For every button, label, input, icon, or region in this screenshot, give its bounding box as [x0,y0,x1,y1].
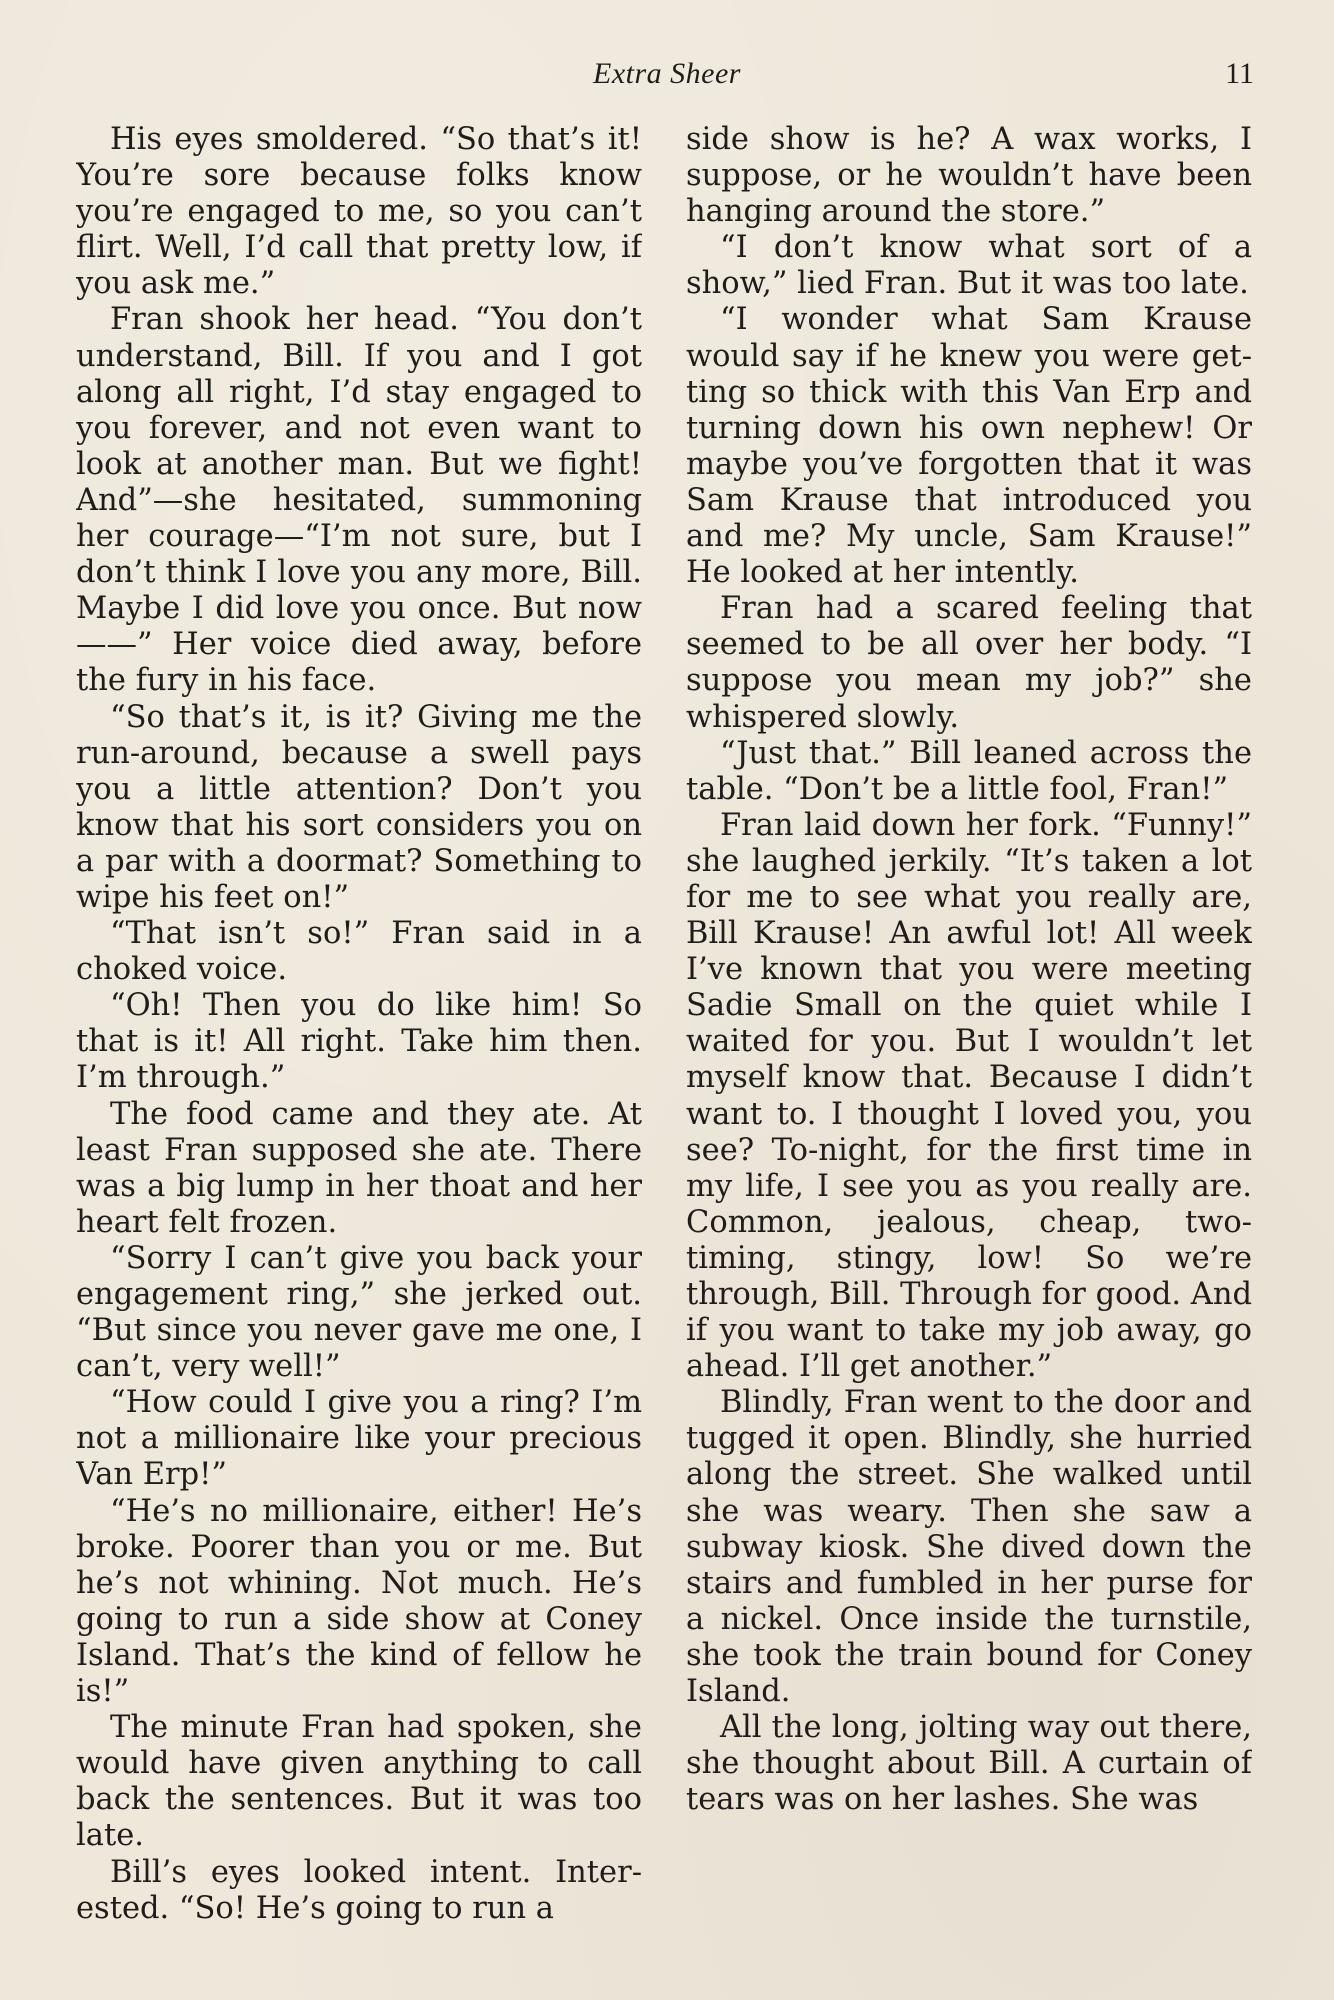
running-title: Extra Sheer [593,57,741,90]
page-number: 11 [1225,57,1254,90]
paragraph: “Oh! Then you do like him! So that is it! All right. Take him then. I’m through.” [76,988,642,1096]
paragraph: “I wonder what Sam Krause would say if he knew you were getting so thick with this Van Erp and turning down his own nephew! Or maybe you’ve forgotten that it was Sam Krause that introduced you and me? My uncle, Sam Krause!” He looked at her intently. [686,302,1252,591]
paragraph: Bill’s eyes looked intent. Interested. “So! He’s going to run a [76,1854,642,1926]
paragraph: Blindly, Fran went to the door and tugged it open. Blindly, she hurried along the street. She walked until she was weary. Then she saw a subway kiosk. She dived down the stairs and fumbled in her purse for a nickel. Once inside the turnstile, she took the train bound for Coney Island. [686,1385,1252,1710]
text-column-right [686,122,1252,1952]
paragraph: Fran laid down her fork. “Funny!” she laughed jerkily. “It’s taken a lot for me to see what you really are, Bill Krause! An awful lot! All week I’ve known that you were meeting Sadie Small on the quiet while I waited for you. But I wouldn’t let myself know that. Because I didn’t want to. I thought I loved you, you see? To-night, for the first time in my life, I see you as you really are. Common, jealous, cheap, two-timing, stingy, low! So we’re through, Bill. Through for good. And if you want to take my job away, go ahead. I’ll get another.” [686,807,1252,1385]
paragraph: The minute Fran had spoken, she would have given anything to call back the sentences. But it was too late. [76,1710,642,1854]
paragraph-continued: side show is he? A wax works, I suppose, or he wouldn’t have been hanging around the store.” [686,122,1252,230]
paragraph: All the long, jolting way out there, she thought about Bill. A curtain of tears was on her lashes. She was [686,1710,1252,1818]
paragraph: “That isn’t so!” Fran said in a choked voice. [76,916,642,988]
paragraph: “He’s no millionaire, either! He’s broke. Poorer than you or me. But he’s not whining. Not much. He’s going to run a side show at Coney Island. That’s the kind of fellow he is!” [76,1493,642,1710]
text-column-left [76,122,642,1952]
paragraph: Fran had a scared feeling that seemed to be all over her body. “I suppose you mean my job?” she whispered slowly. [686,591,1252,735]
running-header [0,52,1334,96]
paragraph: Fran shook her head. “You don’t understand, Bill. If you and I got along all right, I’d stay engaged to you forever, and not even want to look at another man. But we fight! And”—she hesitated, summoning her courage—“I’m not sure, but I don’t think I love you any more, Bill. Maybe I did love you once. But now——” Her voice died away, before the fury in his face. [76,302,642,699]
paragraph: “I don’t know what sort of a show,” lied Fran. But it was too late. [686,230,1252,302]
paragraph: “So that’s it, is it? Giving me the run-around, because a swell pays you a little attention? Don’t you know that his sort considers you on a par with a doormat? Something to wipe his feet on!” [76,699,642,915]
paragraph: His eyes smoldered. “So that’s it! You’re sore because folks know you’re engaged to me, so you can’t flirt. Well, I’d call that pretty low, if you ask me.” [76,122,642,302]
paragraph: The food came and they ate. At least Fran supposed she ate. There was a big lump in her thoat and her heart felt frozen. [76,1096,642,1240]
paragraph: “Sorry I can’t give you back your engagement ring,” she jerked out. “But since you never gave me one, I can’t, very well!” [76,1240,642,1385]
paragraph: “Just that.” Bill leaned across the table. “Don’t be a little fool, Fran!” [686,735,1252,807]
paragraph: “How could I give you a ring? I’m not a millionaire like your precious Van Erp!” [76,1385,642,1493]
